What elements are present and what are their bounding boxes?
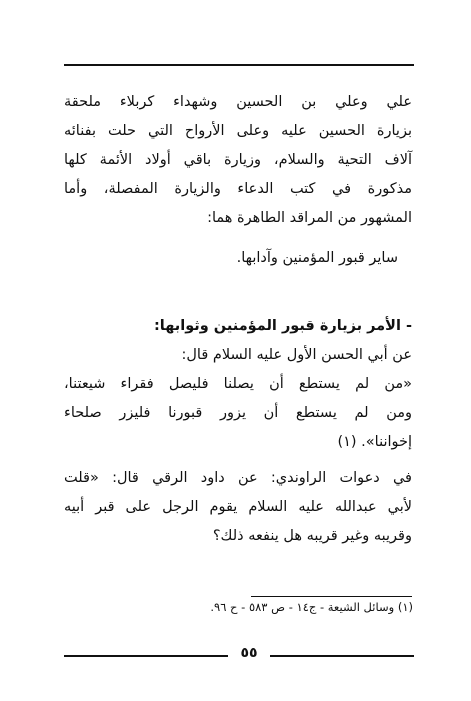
quote-line: إخواننا». (١): [337, 434, 412, 450]
quote-line: ومن لم يستطع أن يزور قبورنا فليزر صلحاء: [64, 405, 412, 421]
text-line: علي وعلي بن الحسين وشهداء كربلاء ملحقة: [64, 94, 412, 110]
text-line: في دعوات الراوندي: عن داود الرقي قال: «قلت: [64, 470, 412, 486]
section-block: [64, 312, 412, 457]
text-line: لأبي عبدالله عليه السلام يقوم الرجل على قبر أبيه: [64, 499, 412, 515]
text-line: آلاف التحية والسلام، وزيارة باقي أولاد الأئمة كلها: [64, 152, 412, 168]
page-number: ٥٥: [240, 645, 258, 661]
footnote: (١) وسائل الشيعة - ج١٤ - ص ٥٨٣ - ح ٩٦.: [210, 600, 413, 614]
section-heading: - الأمر بزيارة قبور المؤمنين وثوابها:: [153, 318, 412, 334]
text-line: المشهور من المراقد الطاهرة هما:: [207, 210, 412, 226]
bottom-rule-right: [270, 655, 414, 657]
subline: ساير قبور المؤمنين وآدابها.: [236, 250, 398, 266]
subline-block: [64, 244, 412, 273]
paragraph-2: [64, 464, 412, 551]
bottom-rule-left: [64, 655, 228, 657]
top-rule: [64, 64, 414, 66]
quote-line: «من لم يستطع أن يصلنا فليصل فقراء شيعتنا،: [64, 376, 412, 392]
text-line: وقريبه وغير قريبه هل ينفعه ذلك؟: [212, 528, 412, 544]
text-line: مذكورة في كتب الدعاء والزيارة المفصلة، وأما: [64, 181, 412, 197]
footnote-rule: [251, 596, 412, 597]
paragraph-1: [64, 88, 412, 233]
text-line: بزيارة الحسين عليه وعلى الأرواح التي حلت بفنائه: [64, 123, 412, 139]
narration-intro: عن أبي الحسن الأول عليه السلام قال:: [181, 347, 412, 363]
